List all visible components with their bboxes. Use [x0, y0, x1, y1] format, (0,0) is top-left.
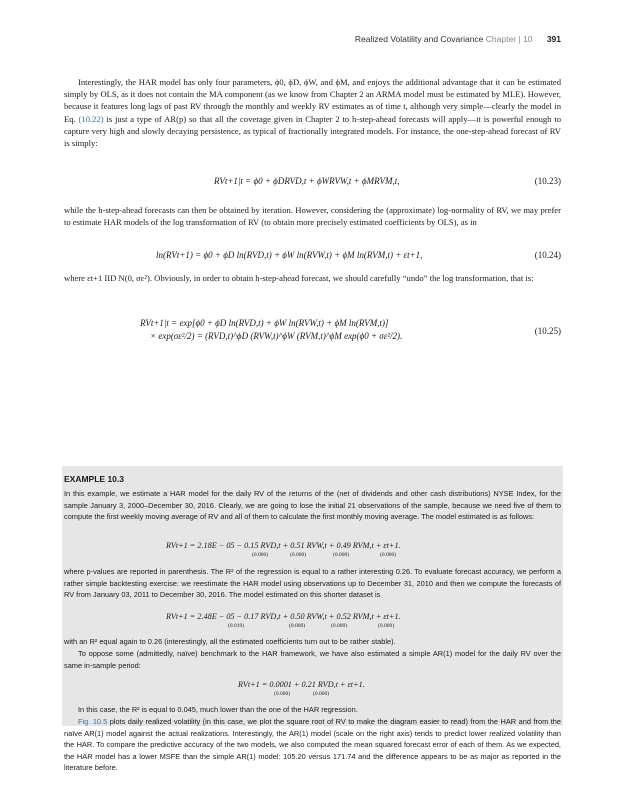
equation-10-23: RVt+1|t = ϕ0 + ϕDRVD,t + ϕWRVW,t + ϕMRVM,t, (10.23)	[214, 176, 561, 186]
example-title: EXAMPLE 10.3	[64, 474, 124, 484]
example-paragraph-4: To oppose some (admittedly, naïve) benchmark to the HAR framework, we have also estimated a simple AR(1) model for the daily RV over the same in-sample period:	[64, 649, 561, 670]
example-paragraph-1: In this example, we estimate a HAR model for the daily RV of the returns of the (net of dividends and other cash distributions) NYSE Index, for the sample January 3, 2000–December 30, 2016. Clearly, we are going to lose the initial 21 observations of the sample, because we need five of them to compute the first weekly moving average of RV and all of them to calculate the first monthly moving average. The model estimated is as follows:	[64, 489, 561, 522]
figure-link-10-5[interactable]: Fig. 10.5	[78, 717, 108, 726]
p-value: (0.000)	[378, 623, 395, 629]
equation-number: (10.23)	[534, 176, 561, 186]
p-value: (0.000)	[380, 552, 397, 558]
example-equation-a: RVt+1 = 2.18E − 05 − 0.15 RVD,t + 0.51 RVW,t + 0.49 RVM,t + εt+1.	[166, 541, 401, 550]
equation-number: (10.24)	[534, 250, 561, 260]
paragraph-2: while the h-step-ahead forecasts can then be obtained by iteration. However, considering the (approximate) log-normality of RV, we may prefer to estimate HAR models of the log transformation of RV (to obtain more precisely estimated coefficients by OLS), as in	[64, 205, 561, 228]
example-equation-c: RVt+1 = 0.0001 + 0.21 RVD,t + εt+1.	[238, 680, 365, 689]
example-paragraph-5: In this case, the R² is equal to 0.045, much lower than the one of the HAR regression.	[78, 705, 358, 714]
example-equation-b: RVt+1 = 2.48E − 05 − 0.17 RVD,t + 0.50 RVW,t + 0.52 RVM,t + εt+1.	[166, 612, 401, 621]
header-chapter: Chapter | 10	[485, 34, 533, 44]
p-value: (0.000)	[313, 691, 330, 697]
eq-link-10-22[interactable]: (10.22)	[78, 113, 104, 124]
p-value: (0.000)	[333, 552, 350, 558]
equation-10-24: ln(RVt+1) = ϕ0 + ϕD ln(RVD,t) + ϕW ln(RVW,t) + ϕM ln(RVM,t) + εt+1, (10.24)	[156, 250, 561, 260]
example-paragraph-2: where p-values are reported in parenthesis. The R² of the regression is equal to a rather interesting 0.26. To evaluate forecast accuracy, we perform a rather simple backtesting exercise: we reestimate the HAR model using observations up to December 31, 2010 and then we compute the forecasts of RV from January 03, 2011 to December 30, 2016. The model estimated on this shorter dataset is	[64, 567, 561, 600]
p-value: (0.000)	[274, 691, 291, 697]
equation-line-1: RVt+1|t = exp[ϕ0 + ϕD ln(RVD,t) + ϕW ln(RVW,t) + ϕM ln(RVM,t)]	[140, 318, 389, 328]
paragraph-1: Interestingly, the HAR model has only four parameters, ϕ0, ϕD, ϕW, and ϕM, and enjoys the additional advantage that it can be estimated simply by OLS, as it does not contain the MA component (as we know from Chapter 2 an ARMA model must be estimated by MLE). However, because it features long lags of past RV through the monthly and weekly RV estimates as of time t, although very simple—clearly the model in Eq. (10.22) is just a type of AR(p) so that all the coverage given in Chapter 2 to h-step-ahead forecasts will apply—it is powerful enough to capture very high and slowly decaying persistence, as typical of fractionally integrated models. For instance, the one-step-ahead forecast of RV is simply:	[64, 77, 561, 149]
running-header	[355, 34, 561, 44]
equation-number: (10.25)	[534, 326, 561, 336]
p-value: (0.000)	[331, 623, 348, 629]
p-value: (0.019)	[228, 623, 245, 629]
paragraph-3: where εt+1 IID N(0, σε²). Obviously, in order to obtain h-step-ahead forecast, we should carefully “undo” the log transformation, that is:	[64, 273, 534, 283]
equation-10-25	[64, 318, 561, 341]
example-paragraph-6: Fig. 10.5 plots daily realized volatility (in this case, we plot the square root of RV to make the diagram easier to read) from the HAR and from the naïve AR(1) model against the actual realizations. Interestingly, the AR(1) model (scale on the right axis) tends to predict lower realized volatility than the HAR. To compare the predictive accuracy of the two models, we also computed the mean squared forecast error of each of them. As we expected, the HAR model has a lower MSFE than the simple AR(1) model: 105.20 versus 171.74 and the difference appears to be as major as reported in the literature before.	[64, 717, 561, 773]
header-title: Realized Volatility and Covariance	[354, 34, 484, 44]
page-number: 391	[546, 34, 561, 44]
example-paragraph-3: with an R² equal again to 0.26 (interestingly, all the estimated coefficients turn out to be rather stable).	[64, 637, 396, 646]
p-value: (0.000)	[290, 552, 307, 558]
equation-line-2: × exp(σε²/2) = (RVD,t)^ϕD (RVW,t)^ϕW (RVM,t)^ϕM exp(ϕ0 + σε²/2).	[150, 331, 403, 341]
p-value: (0.000)	[289, 623, 306, 629]
p-value: (0.000)	[252, 552, 269, 558]
